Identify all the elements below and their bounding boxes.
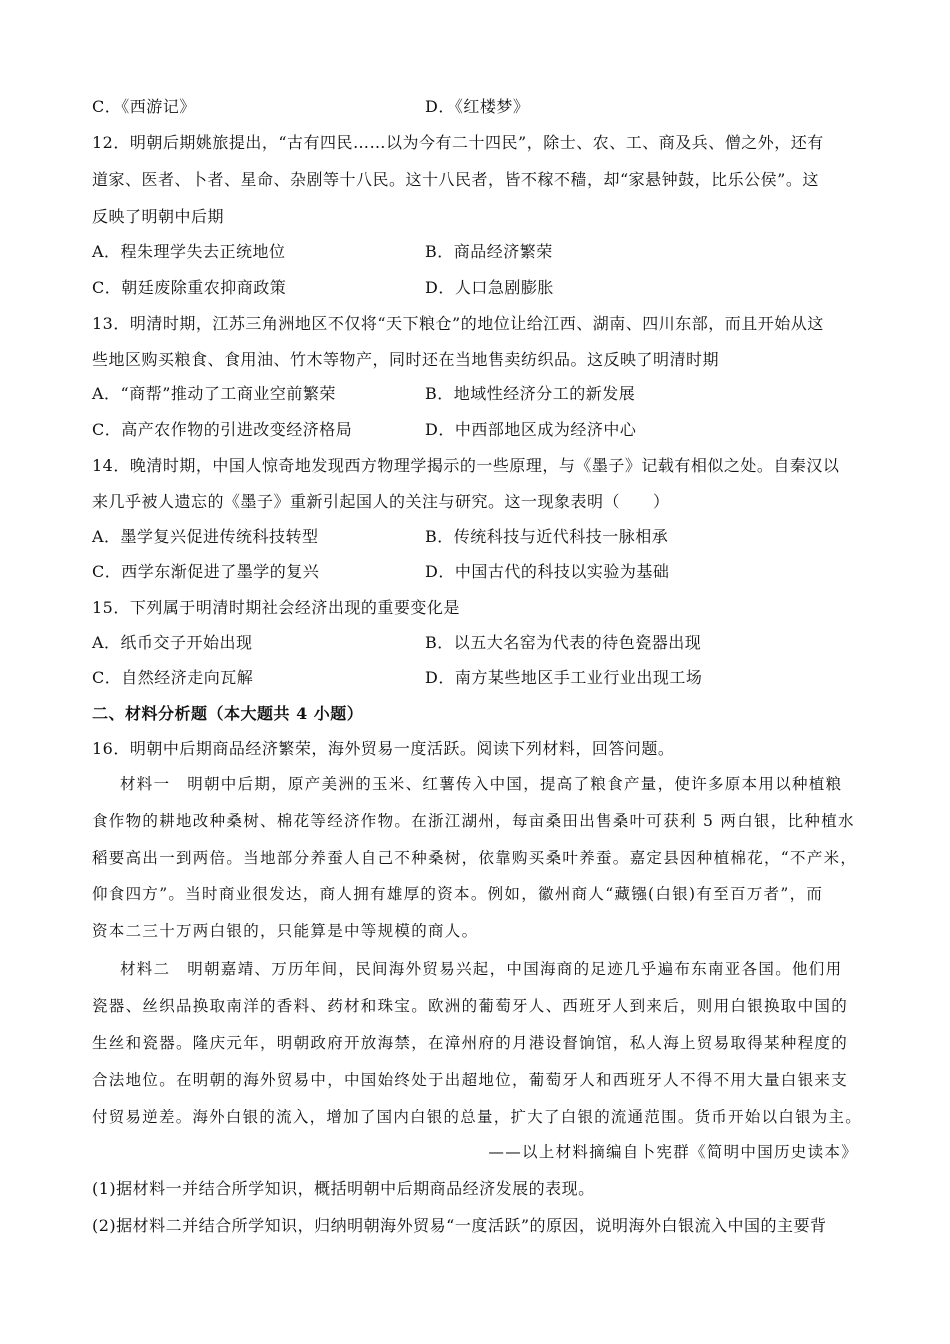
q15-option-a: A．纸币交子开始出现: [92, 633, 253, 652]
q15-option-d: D．南方某些地区手工业行业出现工场: [425, 668, 703, 687]
q14-option-c: C．西学东渐促进了墨学的复兴: [92, 562, 320, 581]
q12-option-c: C．朝廷废除重农抑商政策: [92, 278, 287, 297]
q15-option-b: B．以五大名窑为代表的待色瓷器出现: [425, 633, 702, 652]
section-2-heading: 二、材料分析题（本大题共 4 小题）: [92, 704, 364, 723]
q16-material-2-line-2: 瓷器、丝织品换取南洋的香料、药材和珠宝。欧洲的葡萄牙人、西班牙人到来后，则用白银换取中国的: [92, 997, 849, 1015]
q14-option-b: B．传统科技与近代科技一脉相承: [425, 527, 669, 546]
q14-option-a: A．墨学复兴促进传统科技转型: [92, 527, 319, 546]
q13-stem-line-1: 13．明清时期，江苏三角洲地区不仅将“天下粮仓”的地位让给江西、湖南、四川东部，而且开始从这: [92, 314, 824, 333]
q16-material-2-line-4: 合法地位。在明朝的海外贸易中，中国始终处于出超地位，葡萄牙人和西班牙人不得不用大量白银来支: [92, 1071, 849, 1089]
q16-material-1-line-4: 仰食四方”。当时商业很发达，商人拥有雄厚的资本。例如，徽州商人“藏镪(白银)有至百万者”，而: [92, 885, 824, 903]
q12-option-d: D．人口急剧膨胀: [425, 278, 554, 297]
q13-stem-line-2: 些地区购买粮食、食用油、竹木等物产，同时还在当地售卖纺织品。这反映了明清时期: [92, 350, 720, 369]
q16-material-2-line-5: 付贸易逆差。海外白银的流入，增加了国内白银的总量，扩大了白银的流通范围。货币开始以白银为主。: [92, 1108, 863, 1126]
q15-stem-line-1: 15．下列属于明清时期社会经济出现的重要变化是: [92, 598, 460, 617]
q13-option-a: A．“商帮”推动了工商业空前繁荣: [92, 384, 336, 403]
q16-subquestion-2: (2)据材料二并结合所学知识，归纳明朝海外贸易“一度活跃”的原因，说明海外白银流入中国的主要背: [92, 1216, 827, 1235]
q12-option-b: B．商品经济繁荣: [425, 242, 553, 261]
q15-option-c: C．自然经济走向瓦解: [92, 668, 254, 687]
q12-stem-line-2: 道家、医者、卜者、星命、杂剧等十八民。这十八民者，皆不稼不穑，却“家悬钟鼓，比乐公侯”。这: [92, 170, 819, 189]
q16-material-1-line-2: 食作物的耕地改种桑树、棉花等经济作物。在浙江湖州，每亩桑田出售桑叶可获利 5 两白银，比种植水: [92, 812, 855, 830]
q13-option-b: B．地域性经济分工的新发展: [425, 384, 636, 403]
q12-stem-line-1: 12．明朝后期姚旅提出，“古有四民……以为今有二十四民”，除士、农、工、商及兵、僧之外，还有: [92, 133, 824, 152]
q16-material-1-line-1: 材料一 明朝中后期，原产美洲的玉米、红薯传入中国，提高了粮食产量，使许多原本用以种植粮: [120, 775, 843, 793]
q16-stem-line-1: 16．明朝中后期商品经济繁荣，海外贸易一度活跃。阅读下列材料，回答问题。: [92, 739, 675, 758]
q14-option-d: D．中国古代的科技以实验为基础: [425, 562, 670, 581]
q14-stem-line-1: 14．晚清时期，中国人惊奇地发现西方物理学揭示的一些原理，与《墨子》记载有相似之处。自秦汉以: [92, 456, 840, 475]
q16-subquestion-1: (1)据材料一并结合所学知识，概括明朝中后期商品经济发展的表现。: [92, 1179, 595, 1198]
q12-option-a: A．程朱理学失去正统地位: [92, 242, 286, 261]
q16-material-1-line-5: 资本二三十万两白银的，只能算是中等规模的商人。: [92, 922, 479, 940]
q16-material-1-line-3: 稻要高出一到两倍。当地部分养蚕人自己不种桑树，依靠购买桑叶养蚕。嘉定县因种植棉花，“不产米，: [92, 849, 858, 867]
q14-stem-line-2: 来几乎被人遗忘的《墨子》重新引起国人的关注与研究。这一现象表明（ ）: [92, 492, 670, 511]
q13-option-d: D．中西部地区成为经济中心: [425, 420, 637, 439]
q12-stem-line-3: 反映了明朝中后期: [92, 207, 225, 226]
q16-material-source: ——以上材料摘编自卜宪群《简明中国历史读本》: [488, 1143, 858, 1161]
q11-option-c: C．《西游记》: [92, 97, 196, 116]
q11-option-d: D．《红楼梦》: [425, 97, 530, 116]
q13-option-c: C．高产农作物的引进改变经济格局: [92, 420, 353, 439]
q16-material-2-line-3: 生丝和瓷器。隆庆元年，明朝政府开放海禁，在漳州府的月港设督饷馆，私人海上贸易取得某种程度的: [92, 1034, 849, 1052]
q16-material-2-line-1: 材料二 明朝嘉靖、万历年间，民间海外贸易兴起，中国海商的足迹几乎遍布东南亚各国。他们用: [120, 960, 843, 978]
